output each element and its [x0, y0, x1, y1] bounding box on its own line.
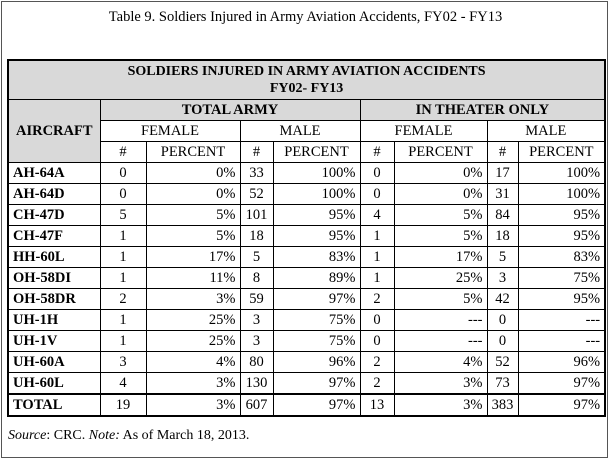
col-header-percent: PERCENT	[146, 142, 240, 163]
col-header-percent: PERCENT	[518, 142, 605, 163]
cell-percent: 5%	[146, 226, 240, 247]
table-row	[8, 205, 605, 226]
cell-count: 1	[360, 247, 394, 268]
cell-count: 1	[100, 331, 146, 352]
cell-percent: 83%	[518, 247, 605, 268]
cell-percent: 4%	[146, 352, 240, 373]
cell-count: 59	[240, 289, 273, 310]
aircraft-name: UH-60A	[8, 352, 100, 373]
cell-percent: ---	[394, 310, 487, 331]
table-container	[7, 59, 604, 417]
col-header-percent: PERCENT	[273, 142, 360, 163]
table-title	[8, 60, 605, 100]
cell-percent: 3%	[394, 373, 487, 395]
subheader-female-total: FEMALE	[100, 121, 240, 142]
subheader-male-total: MALE	[240, 121, 360, 142]
group-header-in-theater: IN THEATER ONLY	[360, 100, 605, 121]
cell-count: 5	[487, 247, 518, 268]
cell-count: 52	[240, 184, 273, 205]
cell-percent: 97%	[273, 373, 360, 395]
col-header-percent: PERCENT	[394, 142, 487, 163]
cell-count: 1	[360, 268, 394, 289]
cell-count: 2	[100, 289, 146, 310]
cell-percent: 100%	[518, 184, 605, 205]
cell-percent: 0%	[394, 163, 487, 184]
cell-percent: 95%	[273, 226, 360, 247]
cell-count: 8	[240, 268, 273, 289]
table-row	[8, 184, 605, 205]
total-percent: 97%	[518, 394, 605, 416]
cell-percent: 83%	[273, 247, 360, 268]
cell-count: 1	[360, 226, 394, 247]
cell-percent: 0%	[394, 184, 487, 205]
cell-percent: 5%	[394, 205, 487, 226]
cell-count: 18	[487, 226, 518, 247]
cell-percent: 0%	[146, 184, 240, 205]
cell-count: 1	[100, 310, 146, 331]
cell-count: 84	[487, 205, 518, 226]
aircraft-name: UH-60L	[8, 373, 100, 395]
cell-count: 42	[487, 289, 518, 310]
cell-percent: ---	[518, 310, 605, 331]
cell-percent: 25%	[146, 331, 240, 352]
total-count: 383	[487, 394, 518, 416]
cell-percent: 95%	[273, 205, 360, 226]
total-count: 19	[100, 394, 146, 416]
cell-percent: 96%	[518, 352, 605, 373]
col-header-number: #	[360, 142, 394, 163]
cell-percent: 96%	[273, 352, 360, 373]
total-row	[8, 394, 605, 416]
note-text: As of March 18, 2013.	[122, 428, 250, 443]
cell-percent: 25%	[394, 268, 487, 289]
cell-percent: 100%	[273, 184, 360, 205]
cell-count: 1	[100, 268, 146, 289]
cell-count: 2	[360, 289, 394, 310]
cell-count: 0	[360, 310, 394, 331]
cell-percent: 75%	[518, 268, 605, 289]
table-row	[8, 268, 605, 289]
source-note	[8, 428, 249, 444]
cell-count: 0	[360, 184, 394, 205]
group-header-total-army: TOTAL ARMY	[100, 100, 360, 121]
aircraft-name: AH-64A	[8, 163, 100, 184]
injuries-table	[7, 59, 606, 417]
cell-count: 0	[360, 331, 394, 352]
cell-percent: 0%	[146, 163, 240, 184]
cell-count: 4	[360, 205, 394, 226]
aircraft-name: OH-58DI	[8, 268, 100, 289]
source-text: : CRC.	[46, 428, 86, 443]
cell-count: 17	[487, 163, 518, 184]
cell-percent: 100%	[518, 163, 605, 184]
cell-percent: 95%	[518, 289, 605, 310]
cell-percent: 5%	[394, 226, 487, 247]
table-row	[8, 226, 605, 247]
cell-percent: ---	[518, 331, 605, 352]
cell-count: 73	[487, 373, 518, 395]
cell-percent: 95%	[518, 226, 605, 247]
cell-count: 0	[487, 310, 518, 331]
cell-percent: 5%	[394, 289, 487, 310]
cell-count: 3	[240, 331, 273, 352]
table-row	[8, 163, 605, 184]
aircraft-name: AH-64D	[8, 184, 100, 205]
table-row	[8, 289, 605, 310]
total-count: 13	[360, 394, 394, 416]
cell-percent: 75%	[273, 331, 360, 352]
cell-percent: 17%	[394, 247, 487, 268]
table-body	[8, 163, 605, 417]
cell-count: 18	[240, 226, 273, 247]
cell-count: 31	[487, 184, 518, 205]
cell-count: 2	[360, 373, 394, 395]
total-count: 607	[240, 394, 273, 416]
table-title-line1: SOLDIERS INJURED IN ARMY AVIATION ACCIDENTS	[127, 64, 486, 79]
cell-percent: 95%	[518, 205, 605, 226]
cell-count: 0	[360, 163, 394, 184]
col-header-number: #	[487, 142, 518, 163]
cell-count: 130	[240, 373, 273, 395]
aircraft-header: AIRCRAFT	[8, 100, 100, 163]
cell-count: 5	[100, 205, 146, 226]
aircraft-name: CH-47F	[8, 226, 100, 247]
cell-count: 0	[100, 163, 146, 184]
cell-percent: 100%	[273, 163, 360, 184]
cell-percent: 25%	[146, 310, 240, 331]
source-label: Source	[8, 428, 47, 443]
table-row	[8, 247, 605, 268]
total-percent: 97%	[273, 394, 360, 416]
table-row	[8, 373, 605, 395]
col-header-number: #	[100, 142, 146, 163]
aircraft-name: OH-58DR	[8, 289, 100, 310]
total-label: TOTAL	[8, 394, 100, 416]
cell-percent: 89%	[273, 268, 360, 289]
cell-percent: 4%	[394, 352, 487, 373]
total-percent: 3%	[394, 394, 487, 416]
cell-count: 3	[240, 310, 273, 331]
subheader-male-theater: MALE	[487, 121, 605, 142]
cell-count: 101	[240, 205, 273, 226]
total-percent: 3%	[146, 394, 240, 416]
table-row	[8, 352, 605, 373]
table-row	[8, 331, 605, 352]
cell-percent: 97%	[518, 373, 605, 395]
col-header-number: #	[240, 142, 273, 163]
cell-count: 4	[100, 373, 146, 395]
cell-percent: 97%	[273, 289, 360, 310]
cell-count: 3	[100, 352, 146, 373]
cell-percent: 11%	[146, 268, 240, 289]
aircraft-name: UH-1H	[8, 310, 100, 331]
cell-percent: ---	[394, 331, 487, 352]
cell-count: 33	[240, 163, 273, 184]
cell-count: 2	[360, 352, 394, 373]
cell-percent: 17%	[146, 247, 240, 268]
aircraft-name: CH-47D	[8, 205, 100, 226]
table-caption: Table 9. Soldiers Injured in Army Aviation Accidents, FY02 - FY13	[108, 9, 503, 25]
cell-count: 80	[240, 352, 273, 373]
note-label: Note:	[88, 428, 120, 443]
table-row	[8, 310, 605, 331]
cell-count: 0	[487, 331, 518, 352]
aircraft-name: HH-60L	[8, 247, 100, 268]
cell-percent: 3%	[146, 289, 240, 310]
cell-count: 5	[240, 247, 273, 268]
subheader-female-theater: FEMALE	[360, 121, 487, 142]
cell-count: 3	[487, 268, 518, 289]
cell-count: 52	[487, 352, 518, 373]
cell-percent: 75%	[273, 310, 360, 331]
cell-percent: 5%	[146, 205, 240, 226]
table-title-line2: FY02- FY13	[269, 81, 344, 96]
cell-count: 0	[100, 184, 146, 205]
cell-count: 1	[100, 247, 146, 268]
aircraft-name: UH-1V	[8, 331, 100, 352]
cell-count: 1	[100, 226, 146, 247]
cell-percent: 3%	[146, 373, 240, 395]
